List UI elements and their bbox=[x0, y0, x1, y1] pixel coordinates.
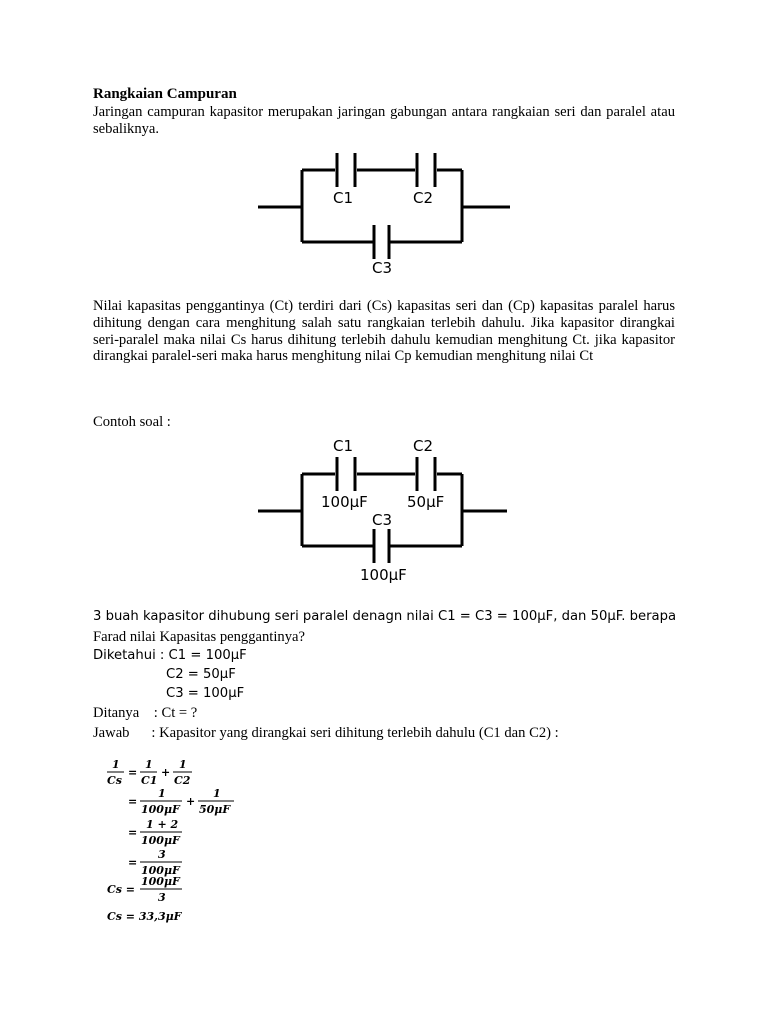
label-c1: C1 bbox=[333, 437, 354, 455]
circuit-wires bbox=[258, 474, 507, 546]
s3-den: 100μF bbox=[141, 834, 180, 847]
asked-line: Ditanya : Ct = ? bbox=[93, 705, 198, 721]
value-c3: 100μF bbox=[360, 566, 407, 584]
s4-num: 3 bbox=[158, 848, 166, 861]
t2-den: C2 bbox=[174, 774, 191, 787]
answer-line: Jawab : Kapasitor yang dirangkai seri dihitung terlebih dahulu (C1 dan C2) : bbox=[93, 725, 559, 741]
capacitor-c3-symbol bbox=[374, 529, 389, 563]
s2a-num: 1 bbox=[158, 787, 166, 800]
eq-sign: = bbox=[128, 856, 138, 869]
capacitor-c2-symbol bbox=[417, 153, 435, 187]
value-c2: 50μF bbox=[407, 493, 445, 511]
label-c3: C3 bbox=[372, 259, 393, 277]
capacitor-c1-symbol bbox=[337, 457, 355, 491]
example-heading: Contoh soal : bbox=[93, 414, 171, 430]
circuit-wires bbox=[258, 170, 510, 242]
circuit-diagram-2 bbox=[255, 434, 515, 586]
value-c1: 100μF bbox=[321, 493, 368, 511]
s4-den: 100μF bbox=[141, 864, 180, 877]
known-c2: C2 = 50μF bbox=[166, 667, 236, 682]
t1-den: C1 bbox=[141, 774, 158, 787]
capacitor-c1-symbol bbox=[337, 153, 355, 187]
s2b-den: 50μF bbox=[199, 803, 231, 816]
t1-num: 1 bbox=[145, 758, 153, 771]
s5-den: 3 bbox=[158, 891, 166, 904]
s2b-num: 1 bbox=[213, 787, 221, 800]
t2-num: 1 bbox=[179, 758, 187, 771]
circuit-diagram-1 bbox=[255, 145, 515, 280]
question-line-2: Farad nilai Kapasitas penggantinya? bbox=[93, 629, 305, 645]
s5-num: 100μF bbox=[141, 875, 180, 888]
eq-sign: = bbox=[128, 766, 138, 779]
s3-num: 1 + 2 bbox=[146, 818, 179, 831]
capacitor-c2-symbol bbox=[417, 457, 435, 491]
eq-sign: = bbox=[128, 826, 138, 839]
label-c1: C1 bbox=[333, 189, 354, 207]
capacitor-c3-symbol bbox=[374, 225, 389, 259]
plus-sign: + bbox=[161, 766, 171, 779]
s6-result: Cs = 33,3μF bbox=[107, 910, 182, 923]
question-line-1: 3 buah kapasitor dihubung seri paralel denagn nilai C1 = C3 = 100μF, dan 50μF. berapa bbox=[93, 609, 677, 624]
label-c2: C2 bbox=[413, 437, 434, 455]
label-c3: C3 bbox=[372, 511, 393, 529]
intro-paragraph: Jaringan campuran kapasitor merupakan jaringan gabungan antara rangkaian seri dan paralel atau sebaliknya. bbox=[93, 104, 675, 137]
cs-lhs-den: Cs bbox=[107, 774, 122, 787]
known-c1: Diketahui : C1 = 100μF bbox=[93, 648, 247, 663]
section-title: Rangkaian Campuran bbox=[93, 86, 237, 102]
eq-sign: = bbox=[128, 795, 138, 808]
known-c3: C3 = 100μF bbox=[166, 686, 245, 701]
label-c2: C2 bbox=[413, 189, 434, 207]
s5-lhs: Cs = bbox=[107, 883, 135, 896]
s2a-den: 100μF bbox=[141, 803, 180, 816]
cs-lhs-num: 1 bbox=[112, 758, 120, 771]
explanation-paragraph: Nilai kapasitas penggantinya (Ct) terdiri dari (Cs) kapasitas seri dan (Cp) kapasitas paralel harus dihitung dengan cara menghitung salah satu rangkaian terlebih dahulu. Jika kapasitor dirangkai seri-paralel maka nilai Cs harus dihitung terlebih dahulu kemudian menghitung Ct. jika kapasitor dirangkai paralel-seri maka harus menghitung nilai Cp kemudian menghitung nilai Ct bbox=[93, 298, 675, 365]
plus-sign: + bbox=[186, 795, 196, 808]
series-capacitance-derivation bbox=[100, 755, 270, 927]
